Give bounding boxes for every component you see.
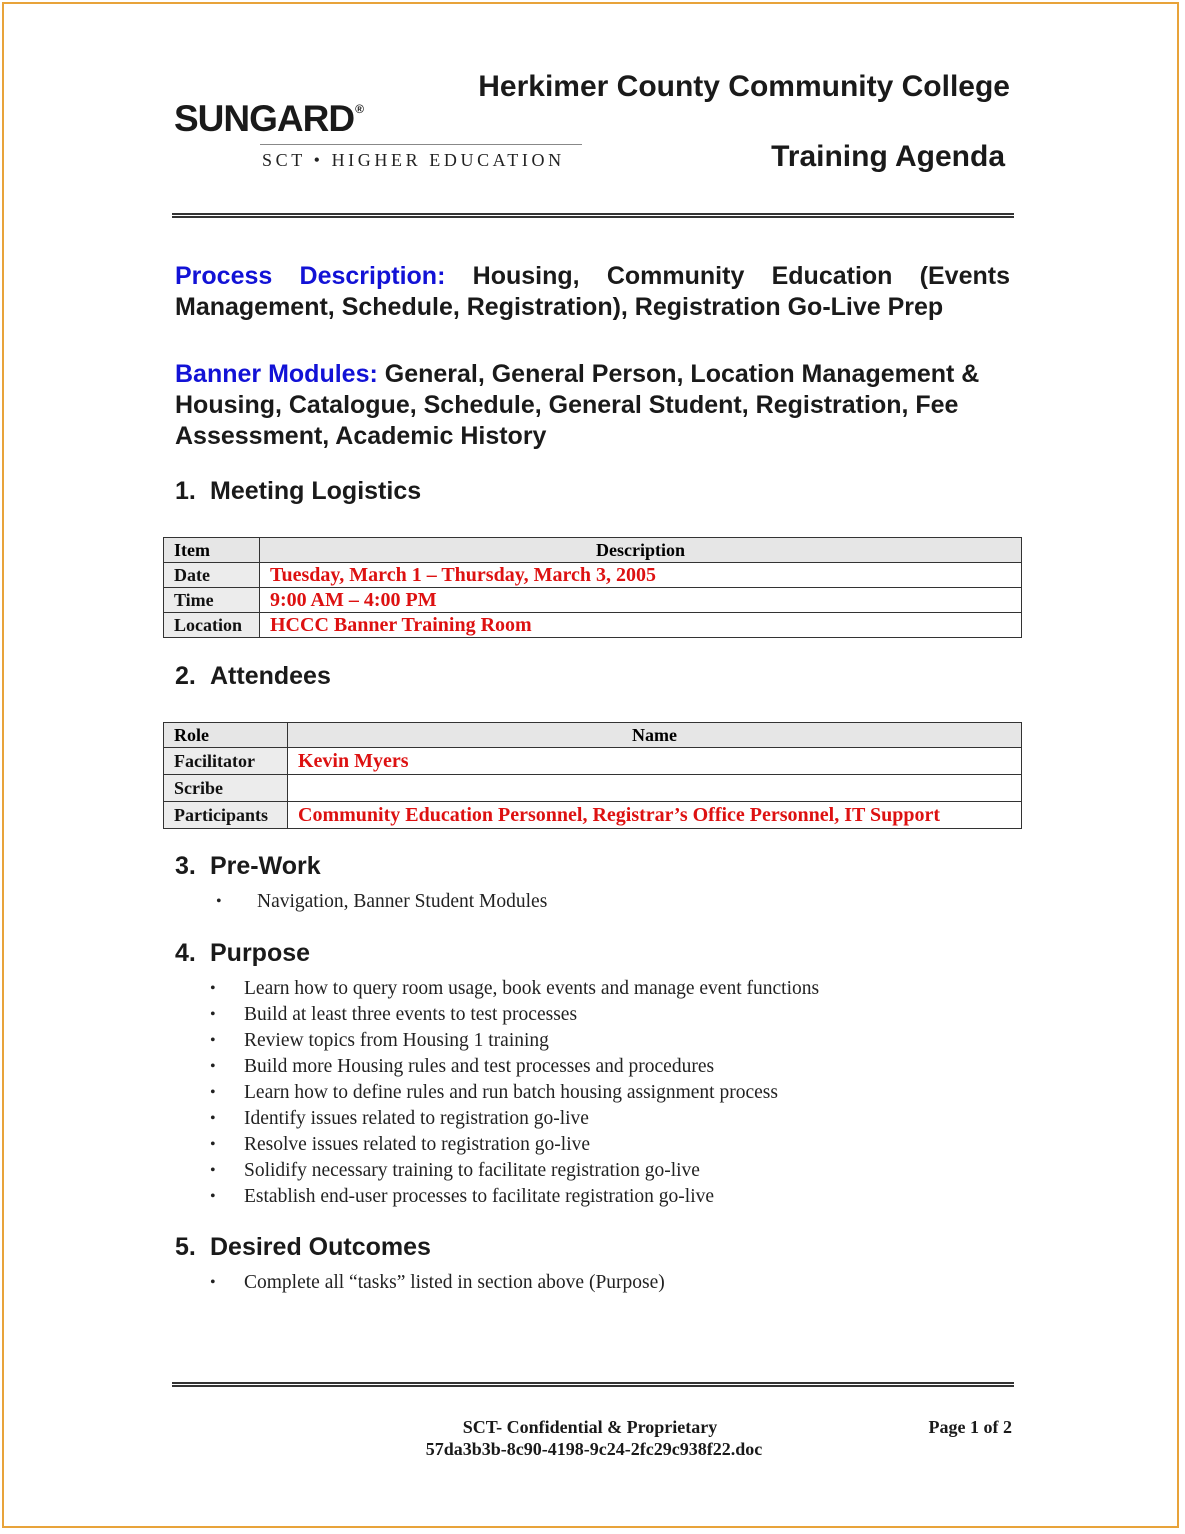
table-header-description: Description bbox=[260, 538, 1022, 563]
table-row bbox=[164, 588, 1022, 613]
table-cell-value: Community Education Personnel, Registrar’s Office Personnel, IT Support bbox=[288, 802, 1022, 829]
bullet-icon: • bbox=[216, 893, 222, 910]
section-heading-outcomes: 5. Desired Outcomes bbox=[175, 1233, 431, 1261]
bullet-icon: • bbox=[210, 1136, 216, 1153]
table-cell-label: Location bbox=[164, 613, 260, 638]
list-item: • Learn how to query room usage, book events and manage event functions bbox=[210, 976, 819, 1002]
table-cell-label: Date bbox=[164, 563, 260, 588]
footer-confidential: SCT- Confidential & Proprietary bbox=[462, 1417, 718, 1437]
table-row bbox=[164, 613, 1022, 638]
section-heading-attendees: 2. Attendees bbox=[175, 662, 331, 690]
bullet-icon: • bbox=[210, 1058, 216, 1075]
purpose-list bbox=[210, 976, 819, 1210]
list-item: • Solidify necessary training to facilitate registration go-live bbox=[210, 1158, 819, 1184]
section-heading-prework: 3. Pre-Work bbox=[175, 852, 321, 880]
bullet-icon: • bbox=[210, 1084, 216, 1101]
banner-modules-text: General, General Person, Location Management & Housing, Catalogue, Schedule, General Student, Registration, Fee Assessment, Academic History bbox=[175, 360, 980, 450]
process-description-text: Housing, Community Education (Events Management, Schedule, Registration), Registration Go-Live Prep bbox=[175, 262, 1010, 321]
banner-modules bbox=[175, 359, 1010, 452]
attendees-table bbox=[163, 722, 1022, 829]
bullet-icon: • bbox=[210, 1162, 216, 1179]
list-item: • Build at least three events to test processes bbox=[210, 1002, 819, 1028]
table-header-row bbox=[164, 538, 1022, 563]
list-item: • Resolve issues related to registration go-live bbox=[210, 1132, 819, 1158]
bullet-icon: • bbox=[210, 1188, 216, 1205]
footer-filename: 57da3b3b-8c90-4198-9c24-2fc29c938f22.doc bbox=[425, 1439, 763, 1459]
table-cell-value: Tuesday, March 1 – Thursday, March 3, 2005 bbox=[260, 563, 1022, 588]
process-description-label: Process Description: bbox=[175, 262, 446, 290]
table-cell-label: Participants bbox=[164, 802, 288, 829]
page-number: Page 1 of 2 bbox=[928, 1417, 1012, 1437]
logo-subtitle: SCT • HIGHER EDUCATION bbox=[262, 150, 565, 170]
list-item: • Establish end-user processes to facilitate registration go-live bbox=[210, 1184, 819, 1210]
table-header-row bbox=[164, 723, 1022, 748]
table-cell-label: Scribe bbox=[164, 775, 288, 802]
section-heading-logistics: 1. Meeting Logistics bbox=[175, 477, 422, 505]
college-name: Herkimer County Community College bbox=[478, 70, 1010, 103]
list-item: • Build more Housing rules and test processes and procedures bbox=[210, 1054, 819, 1080]
process-description bbox=[175, 261, 1010, 323]
document-title: Training Agenda bbox=[771, 140, 1005, 173]
table-cell-value bbox=[288, 775, 1022, 802]
table-row bbox=[164, 775, 1022, 802]
bullet-icon: • bbox=[210, 1032, 216, 1049]
table-cell-label: Time bbox=[164, 588, 260, 613]
prework-list bbox=[216, 889, 547, 915]
table-cell-value: 9:00 AM – 4:00 PM bbox=[260, 588, 1022, 613]
table-cell-value: Kevin Myers bbox=[288, 748, 1022, 775]
list-item: • Identify issues related to registration go-live bbox=[210, 1106, 819, 1132]
table-cell-value: HCCC Banner Training Room bbox=[260, 613, 1022, 638]
logistics-table bbox=[163, 537, 1022, 638]
table-header-role: Role bbox=[164, 723, 288, 748]
bullet-icon: • bbox=[210, 1274, 216, 1291]
section-heading-purpose: 4. Purpose bbox=[175, 939, 311, 967]
outcomes-list bbox=[210, 1270, 665, 1296]
bullet-icon: • bbox=[210, 1006, 216, 1023]
table-header-name: Name bbox=[288, 723, 1022, 748]
footer-rule bbox=[172, 1382, 1014, 1387]
sungard-logo: SUNGARD® bbox=[174, 98, 363, 139]
header-rule bbox=[172, 213, 1014, 218]
list-item: • Learn how to define rules and run batch housing assignment process bbox=[210, 1080, 819, 1106]
banner-modules-label: Banner Modules: bbox=[175, 360, 378, 388]
bullet-icon: • bbox=[210, 980, 216, 997]
table-cell-label: Facilitator bbox=[164, 748, 288, 775]
list-item: • Review topics from Housing 1 training bbox=[210, 1028, 819, 1054]
table-row bbox=[164, 802, 1022, 829]
bullet-icon: • bbox=[210, 1110, 216, 1127]
table-row bbox=[164, 748, 1022, 775]
list-item: • Navigation, Banner Student Modules bbox=[216, 889, 547, 915]
list-item: • Complete all “tasks” listed in section above (Purpose) bbox=[210, 1270, 665, 1296]
table-row bbox=[164, 563, 1022, 588]
table-header-item: Item bbox=[164, 538, 260, 563]
